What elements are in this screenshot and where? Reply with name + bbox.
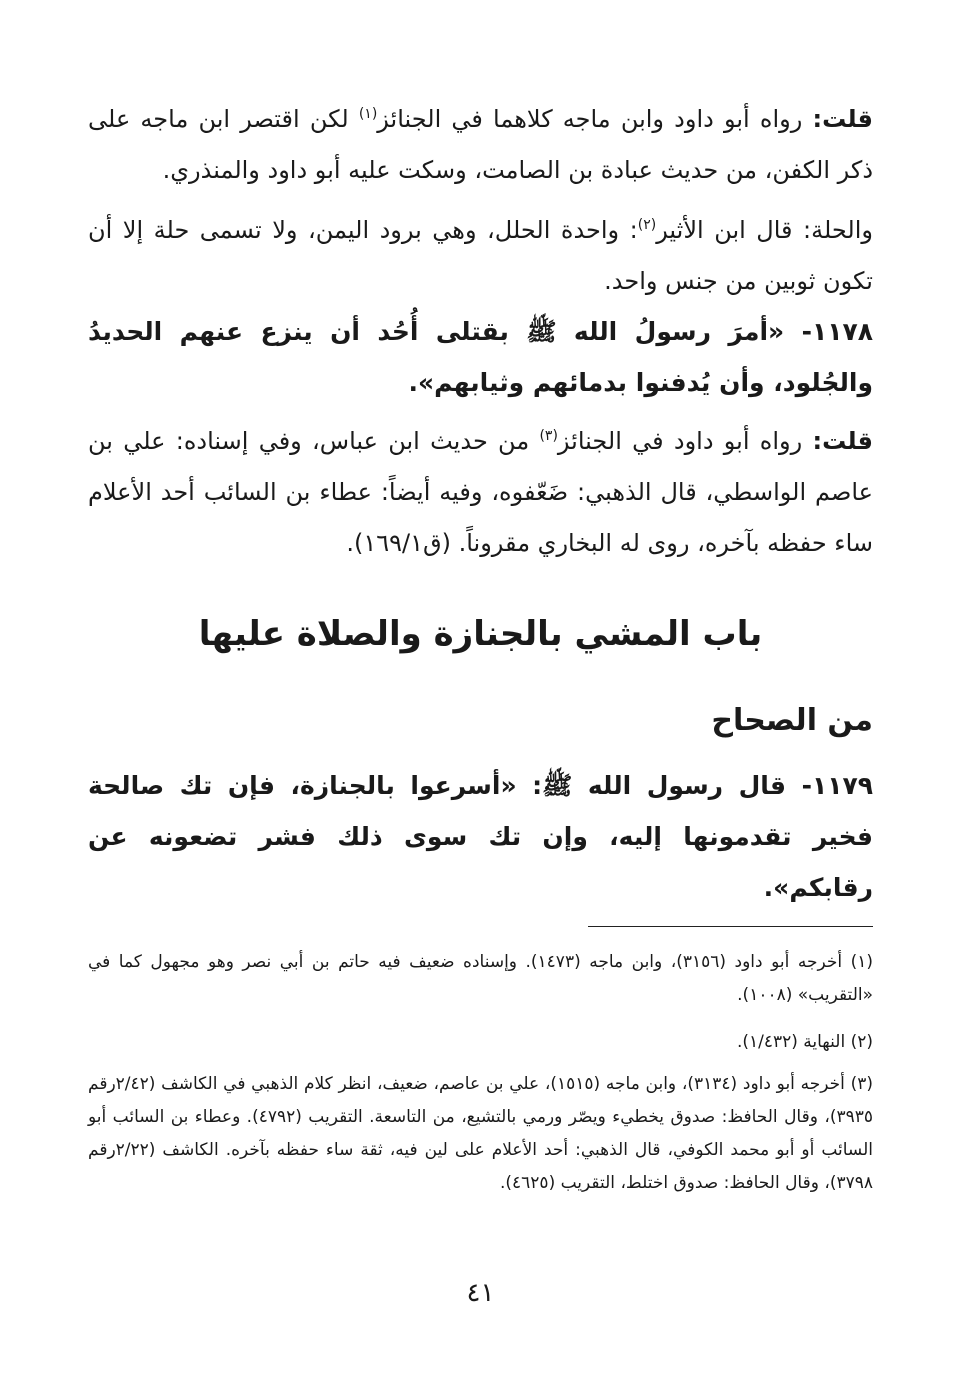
- lead-word: قلت:: [812, 105, 873, 133]
- paragraph-hulla: [88, 205, 873, 307]
- hadith-1178: ١١٧٨- «أمرَ رسولُ الله ﷺ بقتلى أُحُد أن ينزع عنهم الحديدُ والجُلود، وأن يُدفنوا بدمائهم وثيابهم».: [88, 317, 873, 397]
- subsection-title: من الصحاح: [711, 703, 873, 738]
- hadith-1179: ١١٧٩- قال رسول الله ﷺ: «أسرعوا بالجنازة، فإن تك صالحة فخير تقدمونها إليه، وإن تك سوى ذلك فشر تضعونه عن رقابكم».: [88, 771, 873, 902]
- paragraph-text: والحلة: قال ابن الأثير: [656, 216, 873, 244]
- paragraph-text: لكن اقتصر ابن ماجه على ذكر الكفن، من حديث عبادة بن الصامت، وسكت عليه أبو داود والمنذري.: [88, 105, 873, 184]
- footnote-1: (١) أخرجه أبو داود (٣١٥٦)، وابن ماجه (١٤٧٣). وإسناده ضعيف فيه حاتم بن أبي نصر وهو مجهول كما في «التقريب» (١٠٠٨).: [88, 952, 873, 1005]
- paragraph-text: رواه أبو داود في الجنائز: [557, 427, 813, 455]
- paragraph-text: من حديث ابن عباس، وفي إسناده: علي بن عاصم الواسطي، قال الذهبي: ضَعّفوه، وفيه أيضاً: عطاء بن السائب أحد الأعلام ساء حفظه بآخره، روى له البخاري مقروناً. (ق١٦٩/١).: [88, 427, 873, 557]
- paragraph-text: رواه أبو داود وابن ماجه كلاهما في الجنائز: [377, 105, 813, 133]
- footnote-2: (٢) النهاية (١/٤٣٢).: [736, 1032, 873, 1052]
- lead-word: قلت:: [812, 427, 873, 455]
- footnote-ref-2: (٢): [637, 217, 657, 233]
- page-number: ٤١: [466, 1278, 495, 1308]
- footnote-ref-1: (١): [358, 106, 378, 122]
- footnote-separator: [588, 926, 873, 927]
- paragraph-qultu-2: [88, 416, 873, 569]
- paragraph-text: : واحدة الحلل، وهي برود اليمن، ولا تسمى حلة إلا أن تكون ثوبين من جنس واحد.: [88, 216, 873, 295]
- paragraph-qultu-1: [88, 94, 873, 196]
- footnote-3: (٣) أخرجه أبو داود (٣١٣٤)، وابن ماجه (١٥١٥)، علي بن عاصم، ضعيف، انظر كلام الذهبي في الكاشف (٢/٤٢رقم ٣٩٣٥)، وقال الحافظ: صدوق يخطيء ويصّر ورمي بالتشيع، من التاسعة. التقريب (٤٧٩٢). وعطاء بن السائب أبو السائب أو أبو محمد الكوفي، قال الذهبي: أحد الأعلام على لين فيه، ثقة ساء حفظه بآخره. الكاشف (٢/٢٢رقم ٣٧٩٨)، وقال الحافظ: صدوق اختلط، التقريب (٤٦٢٥).: [88, 1074, 873, 1193]
- section-title: باب المشي بالجنازة والصلاة عليها: [198, 614, 763, 654]
- footnote-ref-3: (٣): [539, 428, 558, 444]
